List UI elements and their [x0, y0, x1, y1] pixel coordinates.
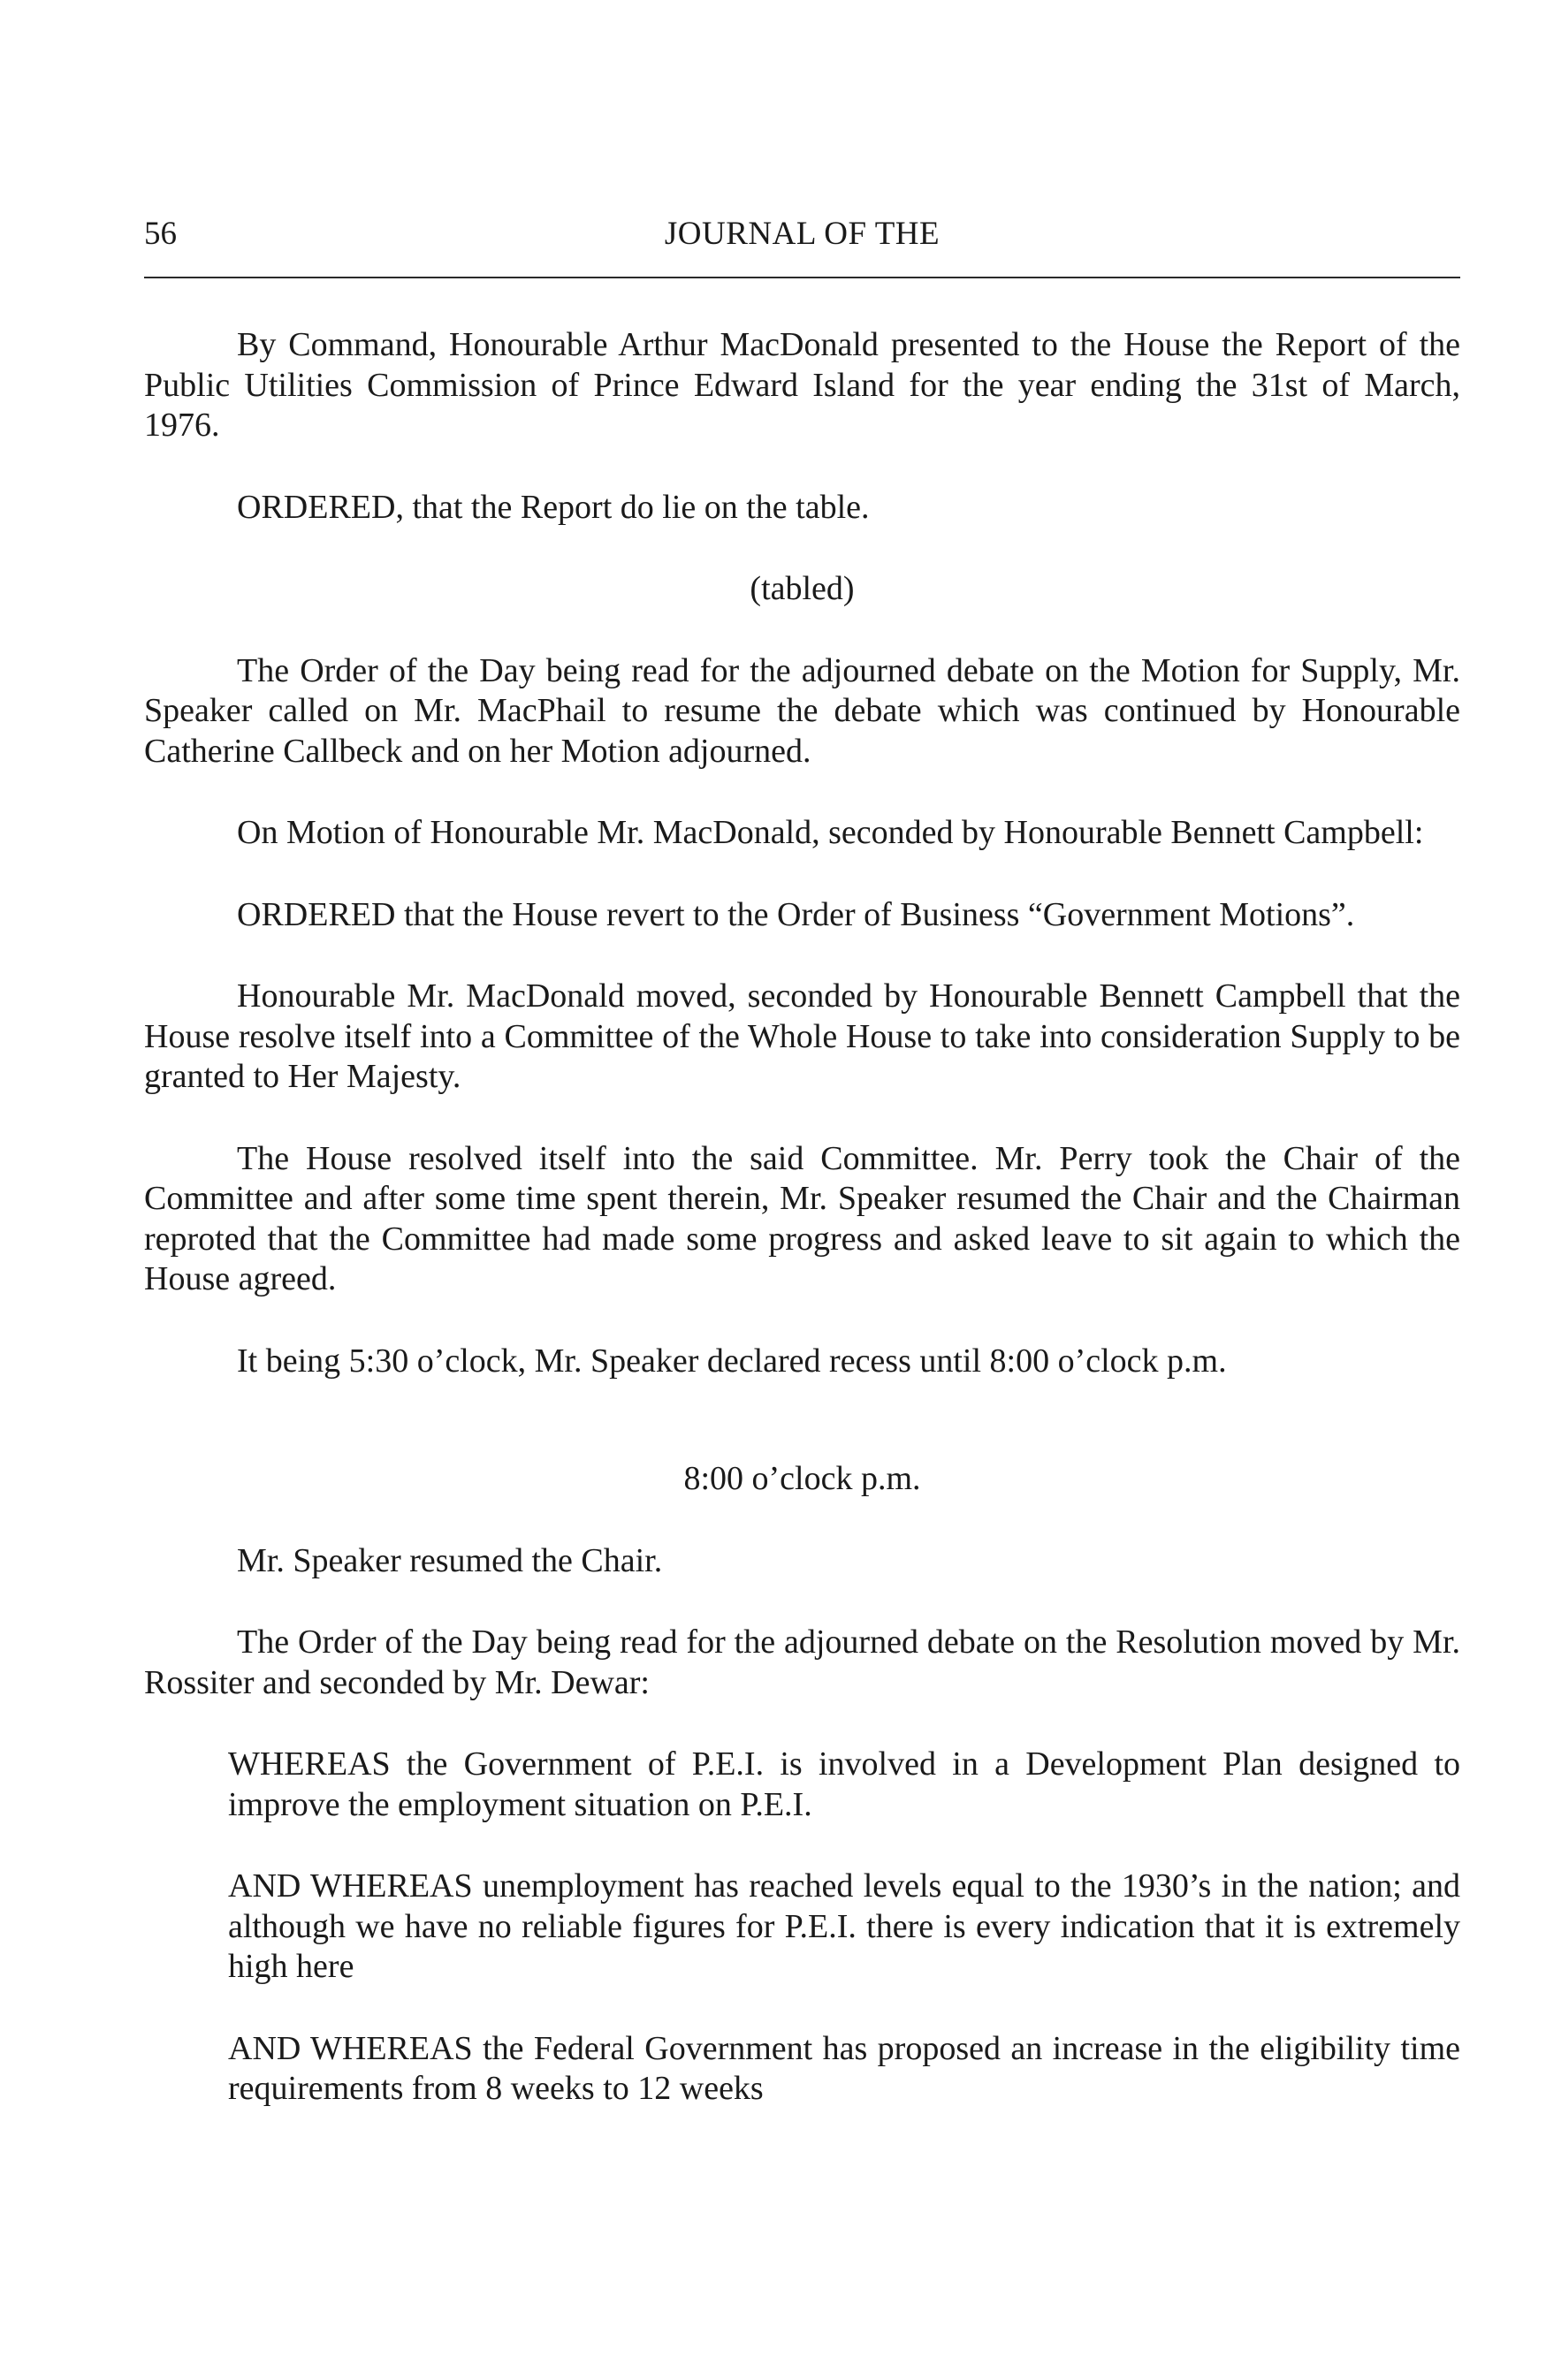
paragraph-report-presented: By Command, Honourable Arthur MacDonald presented to the House the Report of the Public Utilities Commission of Prince Edward Island for the year ending the 31st of March, 1976.: [144, 326, 1460, 444]
paragraph-order-of-day-resolution: The Order of the Day being read for the adjourned debate on the Resolution moved by Mr. Rossiter and seconded by Mr. Dewar:: [144, 1623, 1460, 1701]
header-rule: [144, 277, 1460, 278]
paragraph-speaker-resumed: Mr. Speaker resumed the Chair.: [237, 1541, 663, 1579]
paragraph-committee-motion: Honourable Mr. MacDonald moved, seconded by Honourable Bennett Campbell that the House resolve itself into a Committee of the Whole House to take into consideration Supply to be granted to Her Majesty.: [144, 977, 1460, 1095]
paragraph-ordered-report: ORDERED, that the Report do lie on the table.: [237, 488, 870, 526]
resolution-whereas-3: AND WHEREAS the Federal Government has proposed an increase in the eligibility time requirements from 8 weeks to 12 weeks: [228, 2029, 1460, 2107]
paragraph-committee-report: The House resolved itself into the said Committee. Mr. Perry took the Chair of the Committee and after some time spent therein, Mr. Speaker resumed the Chair and the Chairman reproted that the Committee had made some progress and asked leave to sit again to which the House agreed.: [144, 1139, 1460, 1297]
running-head: JOURNAL OF THE: [664, 216, 941, 252]
page-number: 56: [144, 216, 177, 252]
paragraph-order-of-day-supply: The Order of the Day being read for the adjourned debate on the Motion for Supply, Mr. Speaker called on Mr. MacPhail to resume the debate which was continued by Honourable Catherine Callbeck and on her Motion adjourned.: [144, 651, 1460, 770]
paragraph-motion-seconded: On Motion of Honourable Mr. MacDonald, seconded by Honourable Bennett Campbell:: [237, 814, 1424, 851]
tabled-note: (tabled): [750, 570, 855, 607]
page-header: [144, 215, 1460, 268]
journal-body: [144, 325, 1460, 2151]
resolution-whereas-2: AND WHEREAS unemployment has reached levels equal to the 1930’s in the nation; and although we have no reliable figures for P.E.I. there is every indication that it is extremely high here: [228, 1867, 1460, 1985]
time-heading: 8:00 o’clock p.m.: [683, 1460, 921, 1497]
paragraph-ordered-revert: ORDERED that the House revert to the Order of Business “Government Motions”.: [237, 895, 1355, 933]
paragraph-recess: It being 5:30 o’clock, Mr. Speaker declared recess until 8:00 o’clock p.m.: [237, 1342, 1227, 1380]
resolution-whereas-1: WHEREAS the Government of P.E.I. is involved in a Development Plan designed to improve the employment situation on P.E.I.: [228, 1745, 1460, 1823]
